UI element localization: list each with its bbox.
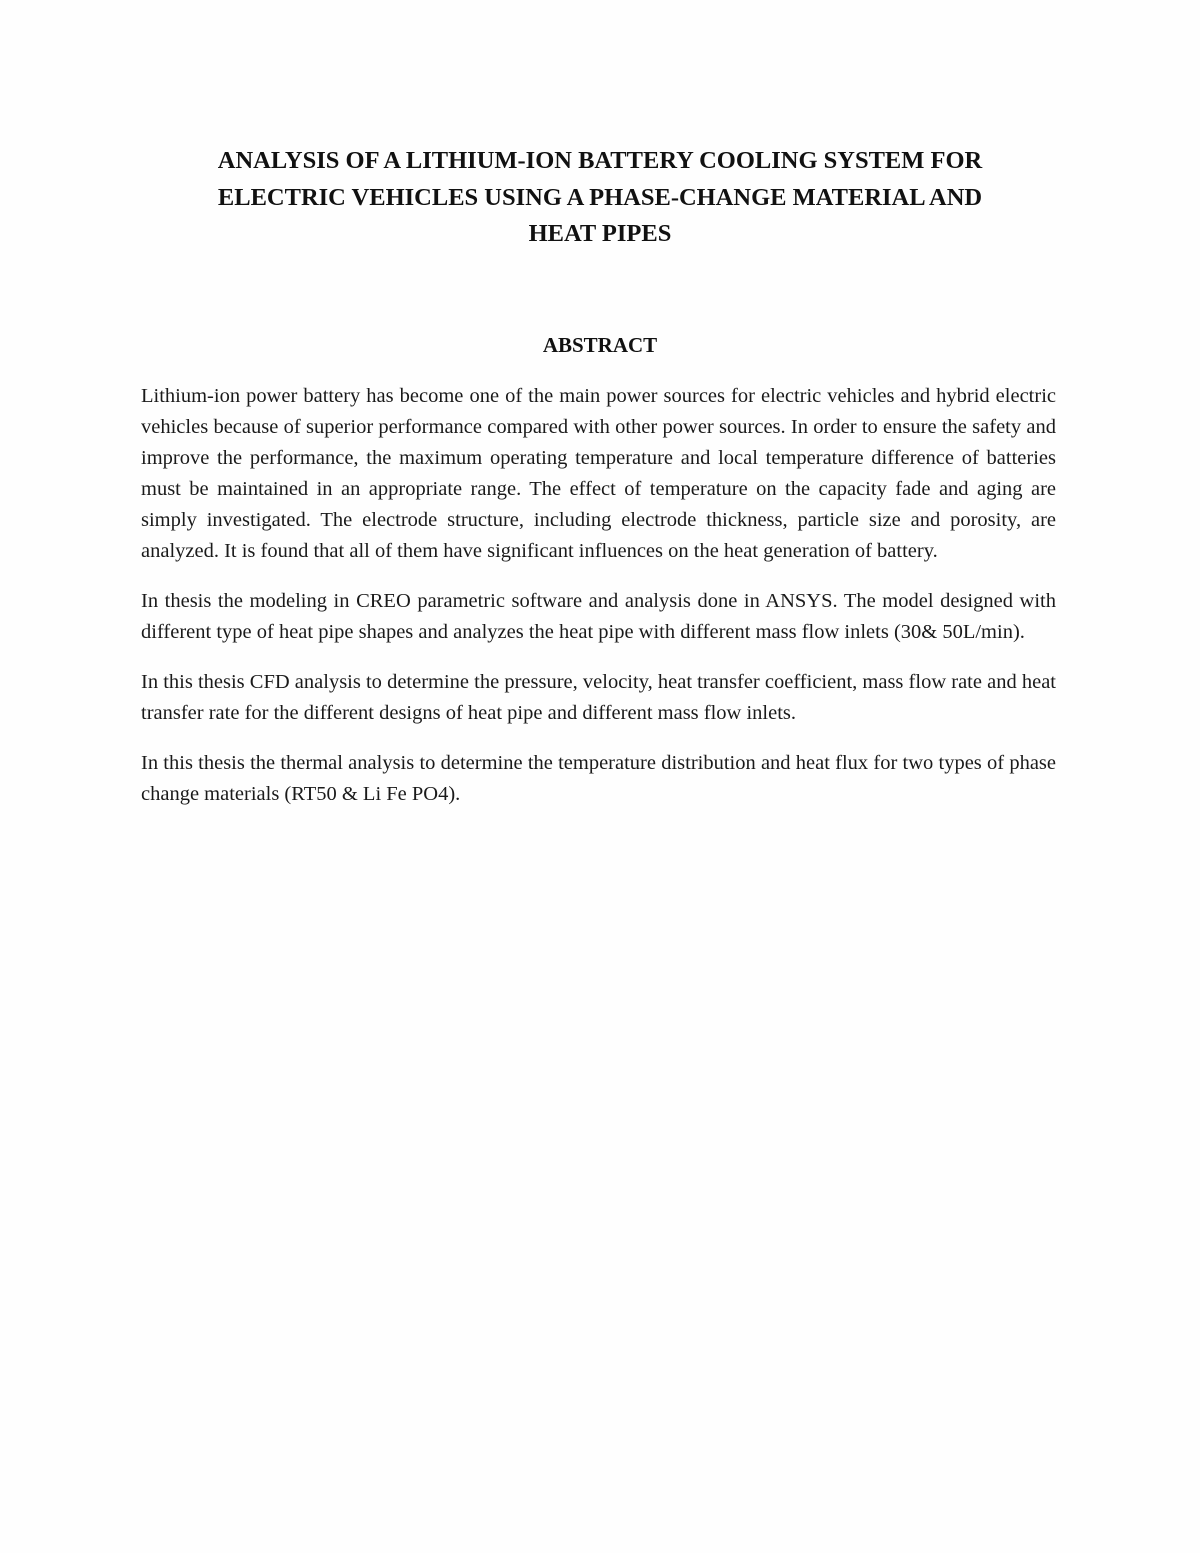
- abstract-paragraph-4: In this thesis the thermal analysis to determine the temperature distribution and heat flux for two types of phase change materials (RT50 & Li Fe PO4).: [141, 752, 1056, 805]
- title-line-1: ANALYSIS OF A LITHIUM-ION BATTERY COOLING SYSTEM FOR: [217, 147, 983, 174]
- abstract-body: [141, 381, 1056, 829]
- title-line-3: HEAT PIPES: [528, 220, 672, 247]
- abstract-paragraph-1: Lithium-ion power battery has become one of the main power sources for electric vehicles and hybrid electric vehicles because of superior performance compared with other power sources. In order to ensure the safety and improve the performance, the maximum operating temperature and local temperature difference of batteries must be maintained in an appropriate range. The effect of temperature on the capacity fade and aging are simply investigated. The electrode structure, including electrode thickness, particle size and porosity, are analyzed. It is found that all of them have significant influences on the heat generation of battery.: [141, 385, 1056, 562]
- abstract-paragraph-2: In thesis the modeling in CREO parametric software and analysis done in ANSYS. The model designed with different type of heat pipe shapes and analyzes the heat pipe with different mass flow inlets (30& 50L/min).: [141, 590, 1056, 643]
- title-line-2: ELECTRIC VEHICLES USING A PHASE-CHANGE MATERIAL AND: [217, 183, 983, 211]
- document-title: [140, 143, 1060, 253]
- abstract-paragraph-3: In this thesis CFD analysis to determine the pressure, velocity, heat transfer coefficient, mass flow rate and heat transfer rate for the different designs of heat pipe and different mass flow inlets.: [141, 671, 1056, 724]
- abstract-heading: ABSTRACT: [542, 333, 658, 357]
